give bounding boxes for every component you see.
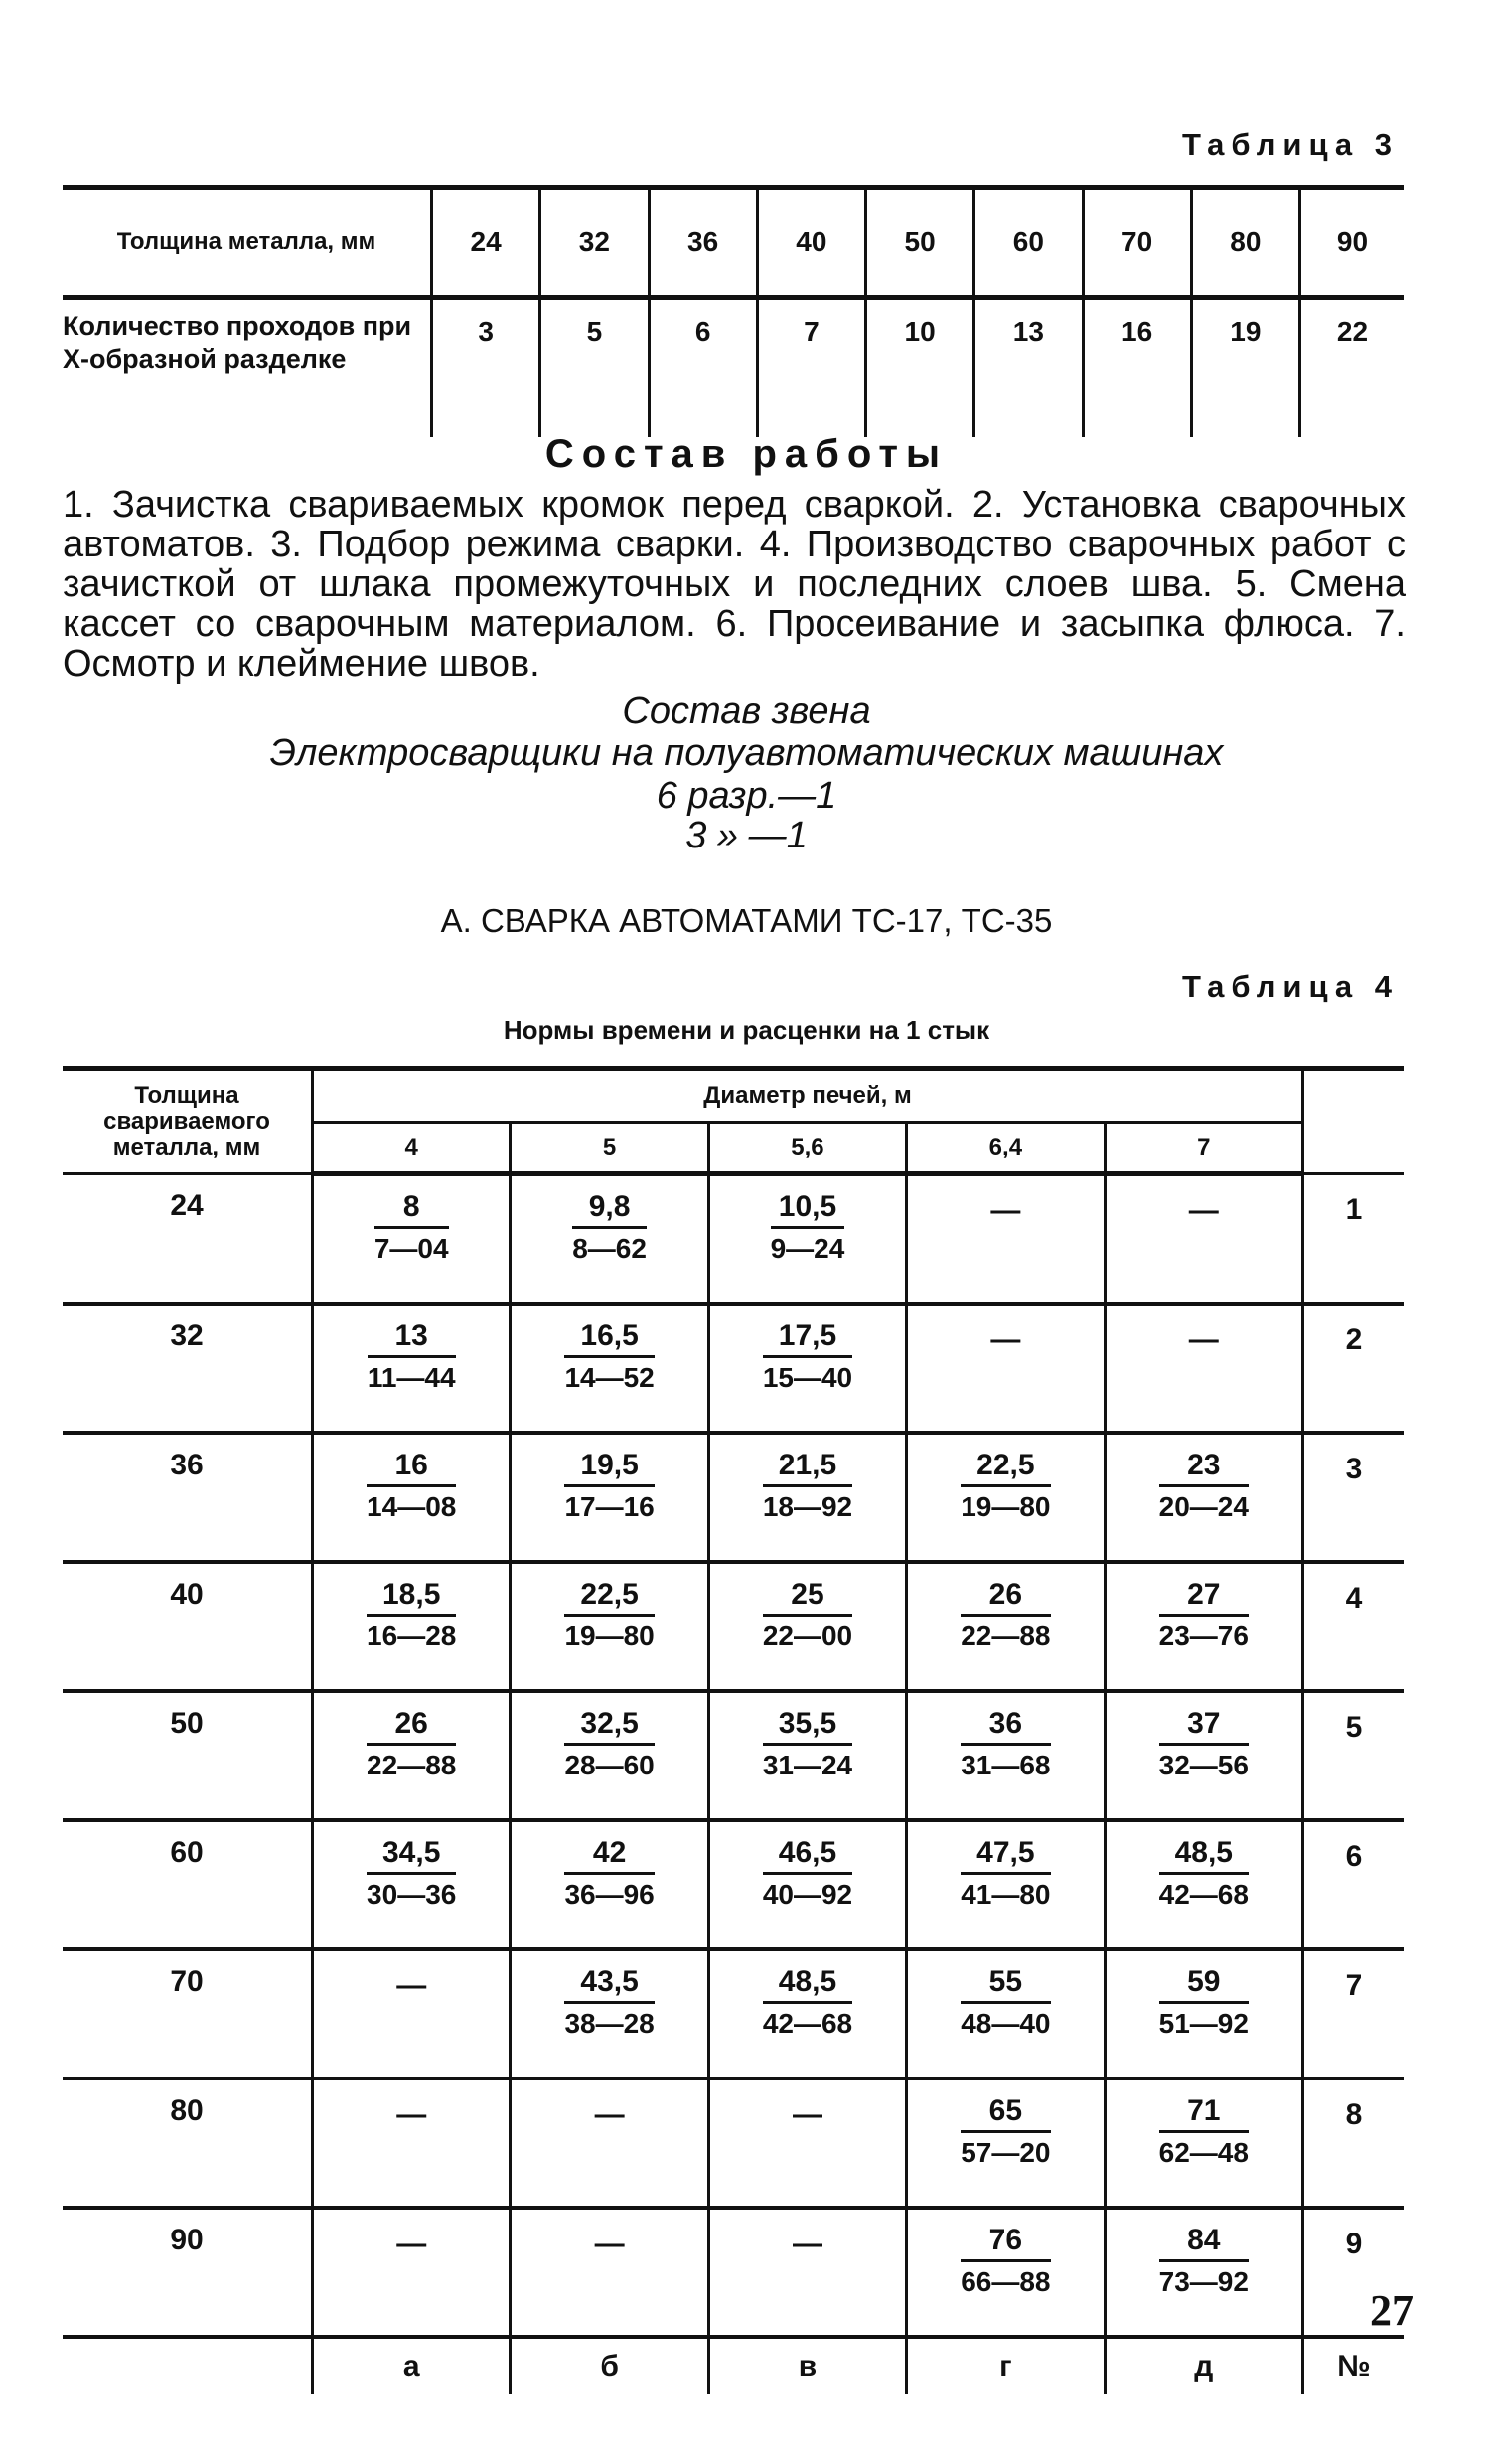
norm-rate-fraction	[1159, 2224, 1249, 2298]
time-norm-value: 32,5	[564, 1707, 654, 1746]
norm-rate-fraction	[763, 1965, 852, 2040]
table4-empty-dash-cell: —	[313, 2208, 511, 2337]
rate-value: 31—24	[762, 1750, 853, 1780]
rate-value: 14—08	[367, 1491, 457, 1522]
table4-rate-cell	[708, 1691, 906, 1820]
table3-thickness-cell: 24	[432, 188, 540, 298]
work-composition-text: 1. Зачистка свариваемых кромок перед сваркой. 2. Установка сварочных автоматов. 3. Подбор режима сварки. 4. Производство сварочных работ с зачисткой от шлака промежуточных и последних слоев шва. 5. Смена кассет со сварочным материалом. 6. Просеивание и засыпка флюса. 7. Осмотр и клеймение швов.	[63, 484, 1406, 685]
table4-row-number: 7	[1303, 1949, 1405, 2079]
table4-body	[63, 1174, 1404, 2338]
page-number: 27	[1370, 2286, 1414, 2335]
table3-passes-cell: 3	[432, 298, 540, 438]
table4-footer-cell: д	[1105, 2337, 1302, 2394]
time-norm-value: 22,5	[564, 1578, 654, 1617]
table4-rate-cell	[907, 1562, 1105, 1691]
table3-passes-cell: 13	[974, 298, 1083, 438]
time-norm-value: 18,5	[367, 1578, 456, 1617]
table4-rate-cell	[511, 1562, 708, 1691]
time-norm-value: 9,8	[572, 1190, 647, 1229]
table4-thickness-header: Толщина свариваемого металла, мм	[63, 1069, 313, 1174]
table4-row-number: 1	[1303, 1174, 1405, 1305]
table4-footer-row	[63, 2337, 1404, 2394]
table3-passes-cell: 7	[757, 298, 865, 438]
time-norm-value: 84	[1159, 2224, 1249, 2262]
rate-value: 16—28	[367, 1620, 457, 1651]
time-norm-value: 10,5	[771, 1190, 845, 1229]
table4-rate-cell	[313, 1174, 511, 1305]
time-norm-value: 76	[961, 2224, 1050, 2262]
table3-header-row	[63, 188, 1404, 298]
crew-line-2: 3 » —1	[685, 815, 808, 856]
table4-rate-cell	[313, 1304, 511, 1433]
rate-value: 62—48	[1158, 2137, 1249, 2168]
time-norm-value: 71	[1159, 2094, 1249, 2133]
rate-value: 31—68	[961, 1750, 1051, 1780]
table4-diameter-header: 5,6	[708, 1123, 906, 1174]
norm-rate-fraction	[763, 1836, 852, 1911]
time-norm-value: 16	[367, 1449, 456, 1487]
table4-row	[63, 1949, 1404, 2079]
time-norm-value: 59	[1159, 1965, 1249, 2004]
norm-rate-fraction	[763, 1707, 852, 1781]
table4-diameter-header: 7	[1105, 1123, 1302, 1174]
table4-caption: Таблица 4	[1181, 969, 1399, 1003]
table3-thickness-cell: 80	[1191, 188, 1299, 298]
rate-value: 20—24	[1158, 1491, 1249, 1522]
table3-passes-cell: 10	[866, 298, 974, 438]
rate-value: 36—96	[564, 1879, 655, 1910]
norm-rate-fraction	[961, 2094, 1050, 2169]
norm-rate-fraction	[771, 1190, 845, 1265]
table3-passes-cell: 16	[1083, 298, 1191, 438]
time-norm-value: 26	[367, 1707, 456, 1746]
norm-rate-fraction	[961, 1836, 1050, 1911]
time-norm-value: 35,5	[763, 1707, 852, 1746]
table4-rate-cell	[1105, 1433, 1302, 1562]
rate-value: 40—92	[762, 1879, 853, 1910]
table4-row	[63, 1174, 1404, 1305]
table4-thickness-cell: 36	[63, 1433, 313, 1562]
table4-empty-dash-cell: —	[1105, 1174, 1302, 1305]
table4-rate-cell	[511, 1691, 708, 1820]
norm-rate-fraction	[1159, 1707, 1249, 1781]
norm-rate-fraction	[763, 1319, 852, 1394]
norm-rate-fraction	[368, 1319, 456, 1394]
table4-header-row-1	[63, 1069, 1404, 1123]
table4-empty-dash-cell: —	[708, 2079, 906, 2208]
table4-rate-cell	[708, 1949, 906, 2079]
table4-footer-cell: в	[708, 2337, 906, 2394]
time-norm-value: 42	[564, 1836, 654, 1875]
table3	[63, 185, 1404, 437]
table4-rate-cell	[907, 2208, 1105, 2337]
table4-rate-cell	[313, 1820, 511, 1949]
table4-number-header	[1303, 1069, 1405, 1174]
table4-row-number: 5	[1303, 1691, 1405, 1820]
time-norm-value: 48,5	[763, 1965, 852, 2004]
table3-caption: Таблица 3	[1181, 127, 1399, 162]
table4-rate-cell	[708, 1562, 906, 1691]
norm-rate-fraction	[763, 1578, 852, 1652]
table4-rate-cell	[1105, 1691, 1302, 1820]
rate-value: 19—80	[961, 1491, 1051, 1522]
table4-rate-cell	[1105, 2208, 1302, 2337]
norm-rate-fraction	[1159, 1965, 1249, 2040]
table4-rate-cell	[907, 1949, 1105, 2079]
time-norm-value: 47,5	[961, 1836, 1050, 1875]
table4-rate-cell	[1105, 1562, 1302, 1691]
time-norm-value: 13	[368, 1319, 456, 1358]
norm-rate-fraction	[1159, 2094, 1249, 2169]
rate-value: 42—68	[762, 2008, 853, 2039]
rate-value: 8—62	[572, 1233, 647, 1264]
table4-rate-cell	[511, 1433, 708, 1562]
table4-diameter-header: 5	[511, 1123, 708, 1174]
rate-value: 9—24	[770, 1233, 845, 1264]
norm-rate-fraction	[564, 1449, 654, 1523]
table4-thickness-cell: 80	[63, 2079, 313, 2208]
norm-rate-fraction	[564, 1965, 654, 2040]
time-norm-value: 27	[1159, 1578, 1249, 1617]
norm-rate-fraction	[572, 1190, 647, 1265]
table4-rate-cell	[511, 1174, 708, 1305]
table4-rate-cell	[708, 1820, 906, 1949]
crew-title: Состав звена	[622, 691, 871, 732]
norm-rate-fraction	[961, 1578, 1050, 1652]
norm-rate-fraction	[367, 1449, 456, 1523]
table4-row-number: 2	[1303, 1304, 1405, 1433]
table4-footer-cell: б	[511, 2337, 708, 2394]
table4-thickness-cell: 40	[63, 1562, 313, 1691]
table4-rate-cell	[708, 1304, 906, 1433]
table4-footer-empty	[63, 2337, 313, 2394]
time-norm-value: 43,5	[564, 1965, 654, 2004]
table4-diameter-header: 6,4	[907, 1123, 1105, 1174]
table3-head-label: Толщина металла, мм	[63, 188, 432, 298]
norm-rate-fraction	[961, 2224, 1050, 2298]
table3-passes-cell: 5	[540, 298, 649, 438]
table4-empty-dash-cell: —	[907, 1304, 1105, 1433]
norm-rate-fraction	[564, 1319, 654, 1394]
norm-rate-fraction	[367, 1578, 456, 1652]
rate-value: 22—00	[762, 1620, 853, 1651]
norm-rate-fraction	[961, 1707, 1050, 1781]
rate-value: 73—92	[1158, 2266, 1249, 2297]
rate-value: 17—16	[564, 1491, 655, 1522]
work-composition-title: Состав работы	[544, 432, 949, 476]
norm-rate-fraction	[1159, 1836, 1249, 1911]
rate-value: 11—44	[367, 1362, 456, 1393]
rate-value: 19—80	[564, 1620, 655, 1651]
time-norm-value: 37	[1159, 1707, 1249, 1746]
time-norm-value: 22,5	[961, 1449, 1050, 1487]
norm-rate-fraction	[763, 1449, 852, 1523]
rate-value: 38—28	[564, 2008, 655, 2039]
table4-rate-cell	[907, 1820, 1105, 1949]
rate-value: 42—68	[1158, 1879, 1249, 1910]
rate-value: 32—56	[1158, 1750, 1249, 1780]
time-norm-value: 48,5	[1159, 1836, 1249, 1875]
rate-value: 7—04	[373, 1233, 449, 1264]
time-norm-value: 17,5	[763, 1319, 852, 1358]
table3-thickness-cell: 32	[540, 188, 649, 298]
table4-thickness-cell: 90	[63, 2208, 313, 2337]
table4-footer-cell: №	[1303, 2337, 1405, 2394]
rate-value: 51—92	[1158, 2008, 1249, 2039]
table4-row	[63, 2208, 1404, 2337]
rate-value: 66—88	[961, 2266, 1051, 2297]
table3-thickness-cell: 60	[974, 188, 1083, 298]
table4-rate-cell	[313, 1691, 511, 1820]
time-norm-value: 34,5	[367, 1836, 456, 1875]
table4-rate-cell	[1105, 2079, 1302, 2208]
norm-rate-fraction	[1159, 1578, 1249, 1652]
rate-value: 28—60	[564, 1750, 655, 1780]
norm-rate-fraction	[374, 1190, 449, 1265]
table3-thickness-cell: 36	[649, 188, 757, 298]
table3-thickness-cell: 90	[1300, 188, 1405, 298]
table4-empty-dash-cell: —	[511, 2079, 708, 2208]
rate-value: 30—36	[367, 1879, 457, 1910]
table4-rate-cell	[511, 1304, 708, 1433]
rate-value: 23—76	[1158, 1620, 1249, 1651]
time-norm-value: 19,5	[564, 1449, 654, 1487]
time-norm-value: 55	[961, 1965, 1050, 2004]
rate-value: 22—88	[961, 1620, 1051, 1651]
crew-line-1: 6 разр.—1	[656, 775, 837, 817]
table4-thickness-cell: 32	[63, 1304, 313, 1433]
rate-value: 18—92	[762, 1491, 853, 1522]
table3-thickness-cell: 50	[866, 188, 974, 298]
table4-diameter-group-header: Диаметр печей, м	[313, 1069, 1303, 1123]
table4-row-number: 3	[1303, 1433, 1405, 1562]
table4-row	[63, 2079, 1404, 2208]
norm-rate-fraction	[961, 1965, 1050, 2040]
table4-rate-cell	[907, 2079, 1105, 2208]
time-norm-value: 25	[763, 1578, 852, 1617]
norm-rate-fraction	[1159, 1449, 1249, 1523]
table4-rate-cell	[907, 1433, 1105, 1562]
table3-thickness-cell: 70	[1083, 188, 1191, 298]
rate-value: 14—52	[564, 1362, 655, 1393]
table4-row	[63, 1433, 1404, 1562]
norm-rate-fraction	[564, 1836, 654, 1911]
table4-thickness-cell: 24	[63, 1174, 313, 1305]
section-a-heading: А. СВАРКА АВТОМАТАМИ ТС-17, ТС-35	[440, 902, 1053, 939]
rate-value: 48—40	[961, 2008, 1051, 2039]
table4-rate-cell	[1105, 1820, 1302, 1949]
table4-row	[63, 1820, 1404, 1949]
table3-passes-cell: 6	[649, 298, 757, 438]
table3-passes-cell: 19	[1191, 298, 1299, 438]
time-norm-value: 21,5	[763, 1449, 852, 1487]
table4-empty-dash-cell: —	[708, 2208, 906, 2337]
table4-thickness-cell: 70	[63, 1949, 313, 2079]
time-norm-value: 46,5	[763, 1836, 852, 1875]
table4-empty-dash-cell: —	[907, 1174, 1105, 1305]
table4	[63, 1066, 1404, 2394]
table4-rate-cell	[1105, 1949, 1302, 2079]
table4-thickness-cell: 60	[63, 1820, 313, 1949]
time-norm-value: 16,5	[564, 1319, 654, 1358]
crew-subtitle: Электросварщики на полуавтоматических машинах	[269, 732, 1224, 774]
table4-rate-cell	[907, 1691, 1105, 1820]
table4-rate-cell	[708, 1174, 906, 1305]
table4-empty-dash-cell: —	[313, 2079, 511, 2208]
table4-empty-dash-cell: —	[313, 1949, 511, 2079]
norm-rate-fraction	[367, 1836, 456, 1911]
norm-rate-fraction	[961, 1449, 1050, 1523]
time-norm-value: 8	[374, 1190, 449, 1229]
rate-value: 41—80	[961, 1879, 1051, 1910]
table4-rate-cell	[708, 1433, 906, 1562]
norm-rate-fraction	[564, 1578, 654, 1652]
table4-empty-dash-cell: —	[511, 2208, 708, 2337]
norm-rate-fraction	[564, 1707, 654, 1781]
table4-empty-dash-cell: —	[1105, 1304, 1302, 1433]
time-norm-value: 36	[961, 1707, 1050, 1746]
table4-rate-cell	[313, 1433, 511, 1562]
table4-thickness-cell: 50	[63, 1691, 313, 1820]
table3-passes-cell: 22	[1300, 298, 1405, 438]
table4-footer-cell: а	[313, 2337, 511, 2394]
rate-value: 15—40	[762, 1362, 853, 1393]
table4-row	[63, 1304, 1404, 1433]
table3-row-label: Количество проходов при X-образной разделке	[63, 311, 412, 374]
norm-rate-fraction	[367, 1707, 456, 1781]
table4-row	[63, 1562, 1404, 1691]
table4-rate-cell	[313, 1562, 511, 1691]
table4-row-number: 9	[1303, 2208, 1405, 2337]
time-norm-value: 23	[1159, 1449, 1249, 1487]
time-norm-value: 26	[961, 1578, 1050, 1617]
table4-footer-cell: г	[907, 2337, 1105, 2394]
table4-rate-cell	[511, 1949, 708, 2079]
rate-value: 57—20	[961, 2137, 1051, 2168]
table3-thickness-cell: 40	[757, 188, 865, 298]
time-norm-value: 65	[961, 2094, 1050, 2133]
table4-row-number: 8	[1303, 2079, 1405, 2208]
rate-value: 22—88	[367, 1750, 457, 1780]
table4-row	[63, 1691, 1404, 1820]
table4-diameter-header: 4	[313, 1123, 511, 1174]
table4-row-number: 6	[1303, 1820, 1405, 1949]
table4-row-number: 4	[1303, 1562, 1405, 1691]
table4-rate-cell	[511, 1820, 708, 1949]
table4-title: Нормы времени и расценки на 1 стык	[503, 1015, 990, 1045]
table3-passes-row	[63, 298, 1404, 438]
